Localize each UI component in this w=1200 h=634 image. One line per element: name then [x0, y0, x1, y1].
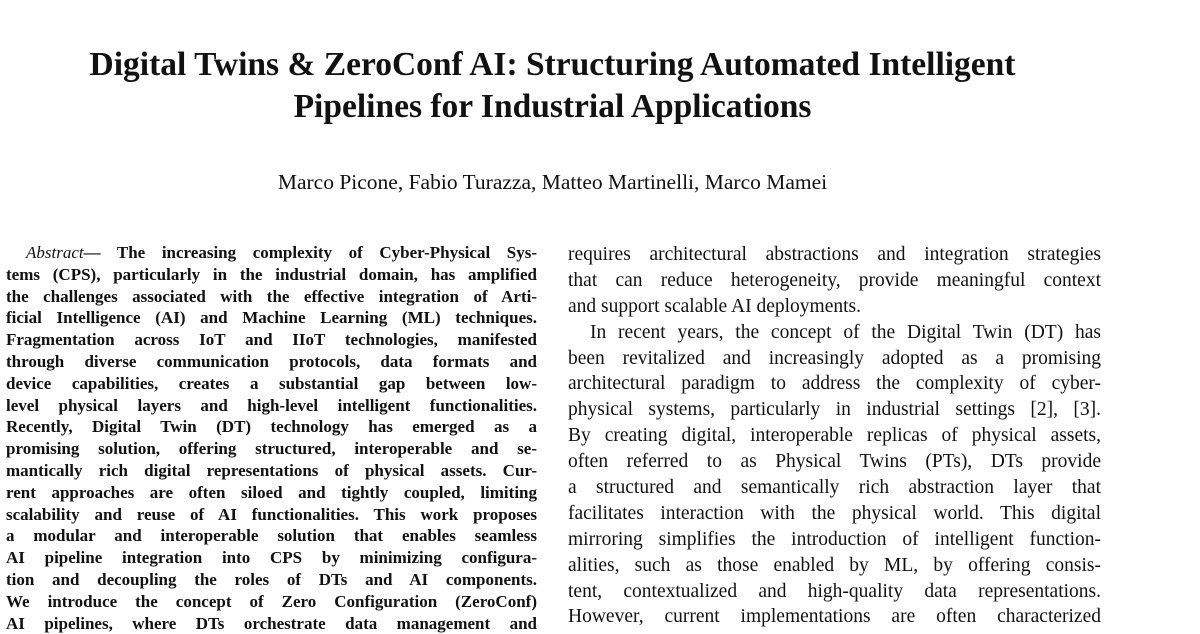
title-line-1: Digital Twins & ZeroConf AI: Structuring Automated Intelligent: [89, 46, 1016, 83]
abstract-line: Recently, Digital Twin (DT) technology has emerged as a: [6, 417, 537, 437]
abstract-line: ficial Intelligence (AI) and Machine Learning (ML) techniques.: [6, 308, 537, 328]
abstract-line: We introduce the concept of Zero Configuration (ZeroConf): [6, 591, 537, 611]
abstract-line: tems (CPS), particularly in the industrial domain, has amplified: [6, 264, 537, 284]
body-line: However, current implementations are often characterized: [568, 606, 1101, 628]
body-column: [568, 242, 1101, 630]
body-line: requires architectural abstractions and integration strategies: [568, 244, 1101, 265]
abstract-first-line-text: — The increasing complexity of Cyber-Physical Sys-: [83, 243, 537, 262]
body-line: mirroring simplifies the introduction of intelligent function-: [568, 528, 1101, 550]
body-line: alities, such as those enabled by ML, by offering consis-: [568, 554, 1101, 576]
body-line: physical systems, particularly in industrial settings [2], [3].: [568, 399, 1101, 421]
abstract-first-line: [6, 242, 537, 264]
body-line: facilitates interaction with the physical world. This digital: [568, 502, 1101, 524]
abstract-line: tion and decoupling the roles of DTs and AI components.: [6, 569, 537, 589]
abstract-line: level physical layers and high-level intelligent functionalities.: [6, 395, 537, 415]
abstract-line: through diverse communication protocols, data formats and: [6, 351, 537, 371]
abstract-line: rent approaches are often siloed and tightly coupled, limiting: [6, 482, 537, 502]
body-line: been revitalized and increasingly adopted as a promising: [568, 347, 1101, 369]
abstract-line: Fragmentation across IoT and IIoT technologies, manifested: [6, 330, 537, 350]
abstract-line: mantically rich digital representations of physical assets. Cur-: [6, 460, 537, 480]
author-list: Marco Picone, Fabio Turazza, Matteo Martinelli, Marco Mamei: [277, 170, 828, 194]
abstract-line: the challenges associated with the effective integration of Arti-: [6, 286, 537, 306]
abstract-column: [6, 242, 537, 634]
body-line: In recent years, the concept of the Digital Twin (DT) has: [590, 321, 1101, 343]
body-line: often referred to as Physical Twins (PTs), DTs provide: [568, 451, 1101, 473]
body-line: and support scalable AI deployments.: [568, 295, 861, 317]
abstract-label: Abstract: [26, 243, 84, 262]
abstract-line: a modular and interoperable solution that enables seamless: [6, 526, 537, 546]
abstract-line: scalability and reuse of AI functionalities. This work proposes: [6, 504, 537, 524]
paragraph-1: [568, 242, 1101, 320]
paper-title: [0, 44, 1105, 128]
title-line-2: Pipelines for Industrial Applications: [293, 88, 812, 125]
abstract-line: AI pipelines, where DTs orchestrate data management and: [6, 613, 537, 633]
body-line: tent, contextualized and high-quality data representations.: [568, 580, 1101, 602]
body-line: architectural paradigm to address the complexity of cyber-: [568, 373, 1101, 395]
body-line: a structured and semantically rich abstraction layer that: [568, 477, 1101, 499]
abstract-line: device capabilities, creates a substantial gap between low-: [6, 373, 537, 393]
abstract-line: promising solution, offering structured, interoperable and se-: [6, 439, 537, 459]
body-line: By creating digital, interoperable replicas of physical assets,: [568, 425, 1101, 447]
abstract-line: AI pipeline integration into CPS by minimizing configura-: [6, 548, 537, 568]
paragraph-2: [568, 320, 1101, 631]
body-line: that can reduce heterogeneity, provide meaningful context: [568, 269, 1101, 291]
